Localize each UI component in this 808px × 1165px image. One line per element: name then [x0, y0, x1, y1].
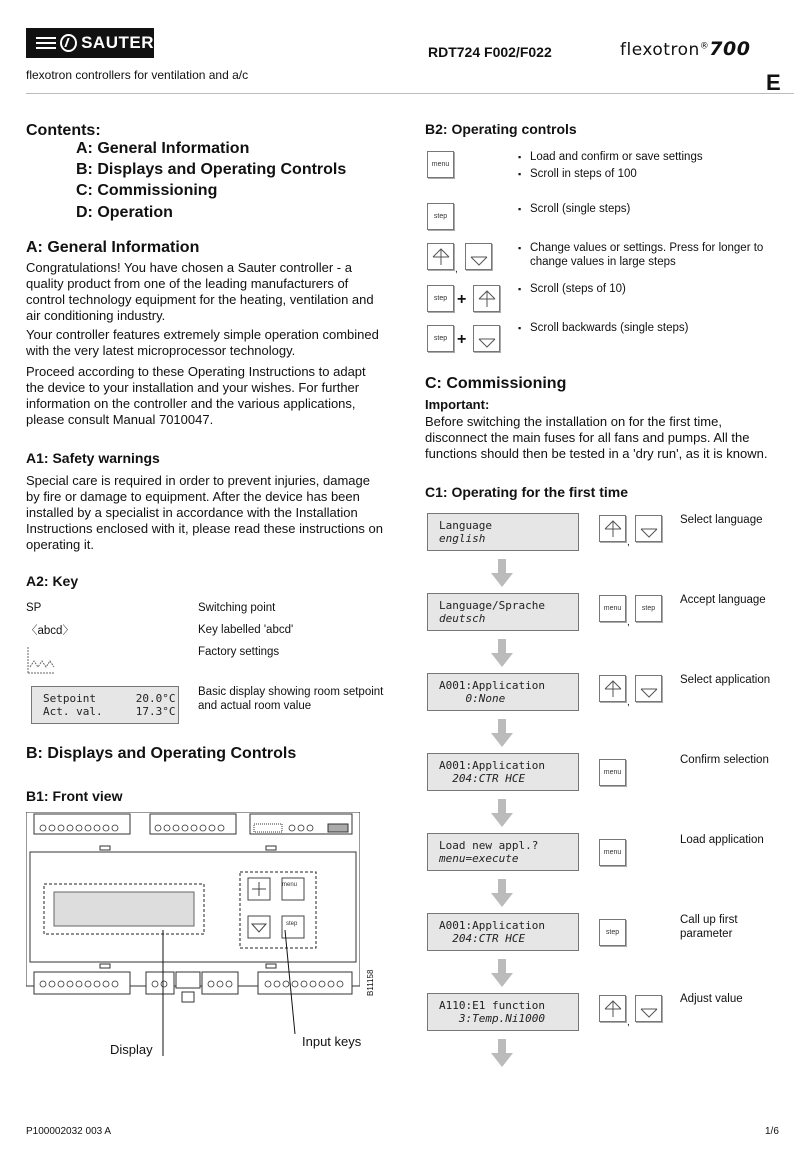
step-description: Load application: [680, 834, 764, 846]
display-line: Load new appl.?: [439, 839, 539, 852]
contents-title: Contents:: [26, 122, 101, 139]
menu-key: menu: [599, 595, 626, 622]
factory-icon: [26, 645, 56, 675]
label-input-keys: Input keys: [302, 1034, 362, 1049]
lcd-display: [427, 753, 579, 791]
device-menu-key: menu: [282, 882, 298, 888]
section-a-paragraph: Proceed according to these Operating Instructions to adapt the device to your installation and your wishes. For further information on the controller and the various applications, please consult Manual 7010047.: [26, 364, 366, 427]
header-divider: [26, 93, 794, 94]
display-line: Act. val. 17.3°C: [43, 705, 176, 718]
section-b1-title: B1: Front view: [26, 788, 123, 804]
lcd-display: [427, 913, 579, 951]
section-a2-title: A2: Key: [26, 573, 79, 589]
down-key: [465, 243, 492, 270]
device-step-key: step: [286, 921, 298, 927]
down-key: [473, 325, 500, 352]
display-line: A001:Application: [439, 679, 545, 692]
toc-item: A: General Information: [76, 140, 250, 157]
plus-arrow-icon: [602, 678, 624, 700]
step-description: Accept language: [680, 594, 766, 606]
comma: ,: [627, 537, 630, 548]
down-arrow-icon: [491, 959, 513, 987]
display-line: Setpoint 20.0°C: [43, 692, 176, 705]
lcd-display: [427, 513, 579, 551]
display-line: 0:None: [439, 692, 506, 705]
section-a-title: A: General Information: [26, 239, 200, 256]
key-display-desc: Basic display showing room setpoint and actual room value: [198, 686, 384, 712]
callout-lines: [140, 930, 310, 1060]
important-label: Important:: [425, 397, 490, 412]
plus-arrow-icon: [602, 518, 624, 540]
toc-item: B: Displays and Operating Controls: [76, 161, 347, 178]
section-c1-title: C1: Operating for the first time: [425, 484, 629, 500]
display-line: A001:Application: [439, 759, 545, 772]
up-key: [473, 285, 500, 312]
up-key: [427, 243, 454, 270]
subtitle: flexotron controllers for ventilation and a/c: [26, 68, 249, 82]
logo-lines-icon: [36, 37, 56, 49]
lcd-display: [427, 673, 579, 711]
comma: ,: [455, 264, 458, 275]
display-line: A001:Application: [439, 919, 545, 932]
safety-text: Special care is required in order to prevent injuries, damage by fire or damage to equipment. After the device has been installed by a specialist in accordance with the Installation Instructions enclosed with it, please read these instructions on operating it.: [26, 473, 383, 552]
sauter-logo: [26, 28, 154, 58]
key-sp-desc: Switching point: [198, 602, 276, 614]
document-id: RDT724 F002/F022: [428, 44, 552, 60]
step-key: step: [427, 285, 454, 312]
step-key: step: [635, 595, 662, 622]
down-key: [635, 995, 662, 1022]
lcd-display: [427, 593, 579, 631]
minus-arrow-icon: [638, 678, 660, 700]
plus-arrow-icon: [430, 246, 452, 268]
menu-key: menu: [599, 759, 626, 786]
down-key: [635, 515, 662, 542]
control-desc: ▪ Change values or settings. Press for longer to change values in large steps: [518, 241, 768, 269]
control-desc: ▪ Scroll (single steps): [518, 202, 630, 216]
display-line: Language: [439, 519, 492, 532]
key-abcd-text: abcd: [37, 625, 63, 637]
minus-arrow-icon: [638, 518, 660, 540]
brand-name: [620, 38, 750, 60]
step-description: Select language: [680, 514, 763, 526]
comma: ,: [627, 697, 630, 708]
display-line: english: [439, 532, 486, 545]
up-key: [599, 515, 626, 542]
figure-code: B11158: [366, 969, 375, 996]
page-number: 1/6: [765, 1126, 779, 1137]
down-arrow-icon: [491, 559, 513, 587]
section-c-title: C: Commissioning: [425, 375, 567, 392]
display-line: 3:Temp.Ni1000: [439, 1012, 545, 1025]
basic-display-example: [31, 686, 179, 724]
step-description: Select application: [680, 674, 771, 686]
step-key: step: [427, 203, 454, 230]
logo-mark-icon: [60, 34, 77, 52]
step-description: Call up first parameter: [680, 914, 738, 940]
section-b2-title: B2: Operating controls: [425, 121, 577, 137]
comma: ,: [627, 617, 630, 628]
down-arrow-icon: [491, 879, 513, 907]
section-a1-title: A1: Safety warnings: [26, 450, 160, 466]
brand-reg: ®: [699, 41, 710, 52]
plus-arrow-icon: [602, 998, 624, 1020]
plus-sign: +: [457, 331, 467, 348]
down-key: [635, 675, 662, 702]
down-arrow-icon: [491, 1039, 513, 1067]
control-desc: ▪ Scroll backwards (single steps): [518, 321, 689, 335]
control-desc: ▪ Load and confirm or save settings: [518, 150, 703, 164]
comma: ,: [627, 1017, 630, 1028]
up-key: [599, 995, 626, 1022]
step-description: Adjust value: [680, 993, 743, 1005]
brand-word: flexotron: [620, 40, 700, 60]
section-b-title: B: Displays and Operating Controls: [26, 745, 297, 762]
key-abcd: 〈abcd〉: [26, 625, 74, 637]
language-code: E: [766, 70, 781, 95]
brand-model: 700: [709, 38, 751, 60]
display-line: deutsch: [439, 612, 486, 625]
minus-arrow-icon: [476, 328, 498, 350]
display-line: A110:E1 function: [439, 999, 545, 1012]
lcd-display: [427, 993, 579, 1031]
menu-key: menu: [599, 839, 626, 866]
down-arrow-icon: [491, 639, 513, 667]
step-key: step: [599, 919, 626, 946]
down-arrow-icon: [491, 799, 513, 827]
footer-code: P100002032 003 A: [26, 1126, 112, 1137]
key-sp: SP: [26, 602, 42, 614]
down-arrow-icon: [491, 719, 513, 747]
section-a-paragraph: Congratulations! You have chosen a Sauter controller - a quality product from one of the leading manufacturers of control technology equipment for the heating, ventilation and air conditioning industry.: [26, 260, 374, 323]
display-line: 204:CTR HCE: [439, 932, 526, 945]
label-display: Display: [110, 1042, 153, 1057]
step-key: step: [427, 325, 454, 352]
menu-key: menu: [427, 151, 454, 178]
display-line: 204:CTR HCE: [439, 772, 526, 785]
section-a-paragraph: Your controller features extremely simple operation combined with the very latest microprocessor technology.: [26, 327, 379, 358]
toc-item: C: Commissioning: [76, 182, 218, 199]
display-line: menu=execute: [439, 852, 519, 865]
toc-item: D: Operation: [76, 204, 173, 221]
key-factory-desc: Factory settings: [198, 646, 280, 658]
up-key: [599, 675, 626, 702]
lcd-display: [427, 833, 579, 871]
logo-text: SAUTER: [81, 33, 154, 52]
important-text: Before switching the installation on for the first time, disconnect the main fuses for all fans and pumps. All the functions should then be tested in a 'dry run', as it is known.: [425, 414, 768, 461]
plus-sign: +: [457, 291, 467, 308]
display-line: Language/Sprache: [439, 599, 545, 612]
plus-arrow-icon: [476, 288, 498, 310]
minus-arrow-icon: [468, 246, 490, 268]
minus-arrow-icon: [638, 998, 660, 1020]
step-description: Confirm selection: [680, 754, 769, 766]
control-desc: ▪ Scroll in steps of 100: [518, 167, 637, 181]
key-abcd-desc: Key labelled 'abcd': [198, 624, 294, 636]
control-desc: ▪ Scroll (steps of 10): [518, 282, 626, 296]
